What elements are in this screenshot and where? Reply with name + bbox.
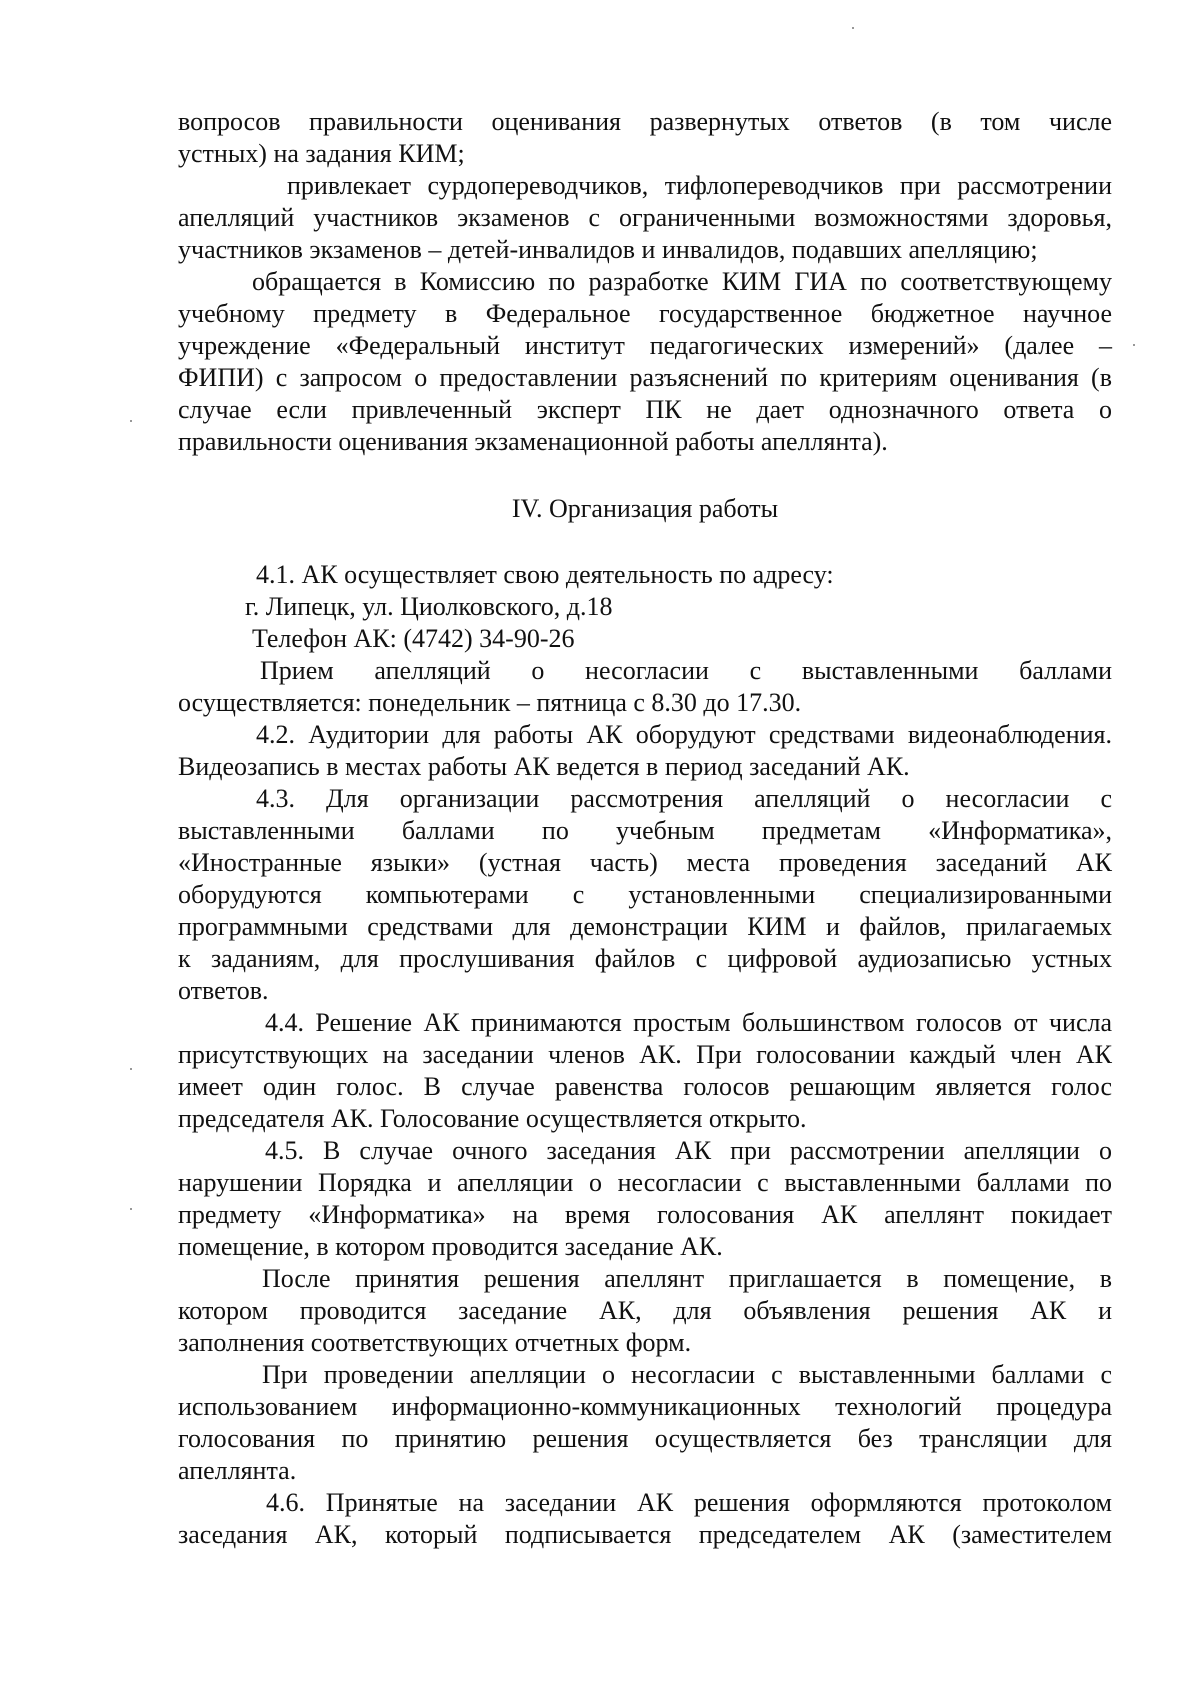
text-line: случае если привлеченный эксперт ПК не дает однозначного ответа о bbox=[178, 395, 1112, 424]
text-line: Прием апелляций о несогласии с выставленными баллами bbox=[260, 656, 1112, 685]
text-line: 4.2. Аудитории для работы АК оборудуют средствами видеонаблюдения. bbox=[256, 720, 1112, 749]
text-line: учреждение «Федеральный институт педагогических измерений» (далее – bbox=[178, 331, 1112, 360]
text-line: Видеозапись в местах работы АК ведется в период заседаний АК. bbox=[178, 752, 910, 781]
text-line: привлекает сурдопереводчиков, тифлопереводчиков при рассмотрении bbox=[287, 171, 1112, 200]
text-line: При проведении апелляции о несогласии с выставленными баллами с bbox=[262, 1360, 1112, 1389]
text-line: заполнения соответствующих отчетных форм. bbox=[178, 1328, 692, 1357]
text-line: председателя АК. Голосование осуществляется открыто. bbox=[178, 1104, 807, 1133]
text-line: После принятия решения апеллянт приглашается в помещение, в bbox=[262, 1264, 1112, 1293]
text-line: участников экзаменов – детей-инвалидов и инвалидов, подавших апелляцию; bbox=[178, 235, 1038, 264]
text-line: осуществляется: понедельник – пятница с 8.30 до 17.30. bbox=[178, 688, 802, 717]
text-line: Телефон АК: (4742) 34-90-26 bbox=[252, 624, 575, 653]
text-line: устных) на задания КИМ; bbox=[178, 139, 465, 168]
text-line: правильности оценивания экзаменационной работы апеллянта). bbox=[178, 427, 888, 456]
text-line: вопросов правильности оценивания развернутых ответов (в том числе bbox=[178, 107, 1112, 136]
text-line: голосования по принятию решения осуществляется без трансляции для bbox=[178, 1424, 1112, 1453]
text-line: 4.6. Принятые на заседании АК решения оформляются протоколом bbox=[266, 1488, 1112, 1517]
text-line: присутствующих на заседании членов АК. При голосовании каждый член АК bbox=[178, 1040, 1112, 1069]
scan-speck bbox=[1133, 344, 1135, 346]
text-line: 4.3. Для организации рассмотрения апелляций о несогласии с bbox=[256, 784, 1112, 813]
text-line: ответов. bbox=[178, 976, 269, 1005]
scan-speck bbox=[852, 27, 854, 29]
text-line: учебному предмету в Федеральное государственное бюджетное научное bbox=[178, 299, 1112, 328]
text-line: выставленными баллами по учебным предметам «Информатика», bbox=[178, 816, 1112, 845]
text-line: котором проводится заседание АК, для объявления решения АК и bbox=[178, 1296, 1112, 1325]
text-line: заседания АК, который подписывается председателем АК (заместителем bbox=[178, 1520, 1112, 1549]
text-line: нарушении Порядка и апелляции о несогласии с выставленными баллами по bbox=[178, 1168, 1112, 1197]
scan-speck bbox=[130, 1208, 132, 1210]
text-line: г. Липецк, ул. Циолковского, д.18 bbox=[245, 592, 613, 621]
section-heading: IV. Организация работы bbox=[511, 494, 779, 523]
scan-speck bbox=[130, 1068, 132, 1070]
text-line: 4.4. Решение АК принимаются простым большинством голосов от числа bbox=[265, 1008, 1112, 1037]
text-line: апеллянта. bbox=[178, 1456, 297, 1485]
scan-speck bbox=[130, 420, 132, 422]
text-line: использованием информационно-коммуникационных технологий процедура bbox=[178, 1392, 1112, 1421]
text-line: имеет один голос. В случае равенства голосов решающим является голос bbox=[178, 1072, 1112, 1101]
text-line: помещение, в котором проводится заседание АК. bbox=[178, 1232, 723, 1261]
text-line: к заданиям, для прослушивания файлов с цифровой аудиозаписью устных bbox=[178, 944, 1112, 973]
text-line: ФИПИ) с запросом о предоставлении разъяснений по критериям оценивания (в bbox=[178, 363, 1112, 392]
text-line: апелляций участников экзаменов с ограниченными возможностями здоровья, bbox=[178, 203, 1112, 232]
text-line: «Иностранные языки» (устная часть) места проведения заседаний АК bbox=[178, 848, 1112, 877]
text-line: программными средствами для демонстрации КИМ и файлов, прилагаемых bbox=[178, 912, 1112, 941]
text-line: оборудуются компьютерами с установленными специализированными bbox=[178, 880, 1112, 909]
text-line: предмету «Информатика» на время голосования АК апеллянт покидает bbox=[178, 1200, 1112, 1229]
text-line: обращается в Комиссию по разработке КИМ ГИА по соответствующему bbox=[252, 267, 1112, 296]
text-line: 4.5. В случае очного заседания АК при рассмотрении апелляции о bbox=[265, 1136, 1112, 1165]
text-line: 4.1. АК осуществляет свою деятельность по адресу: bbox=[256, 560, 834, 589]
